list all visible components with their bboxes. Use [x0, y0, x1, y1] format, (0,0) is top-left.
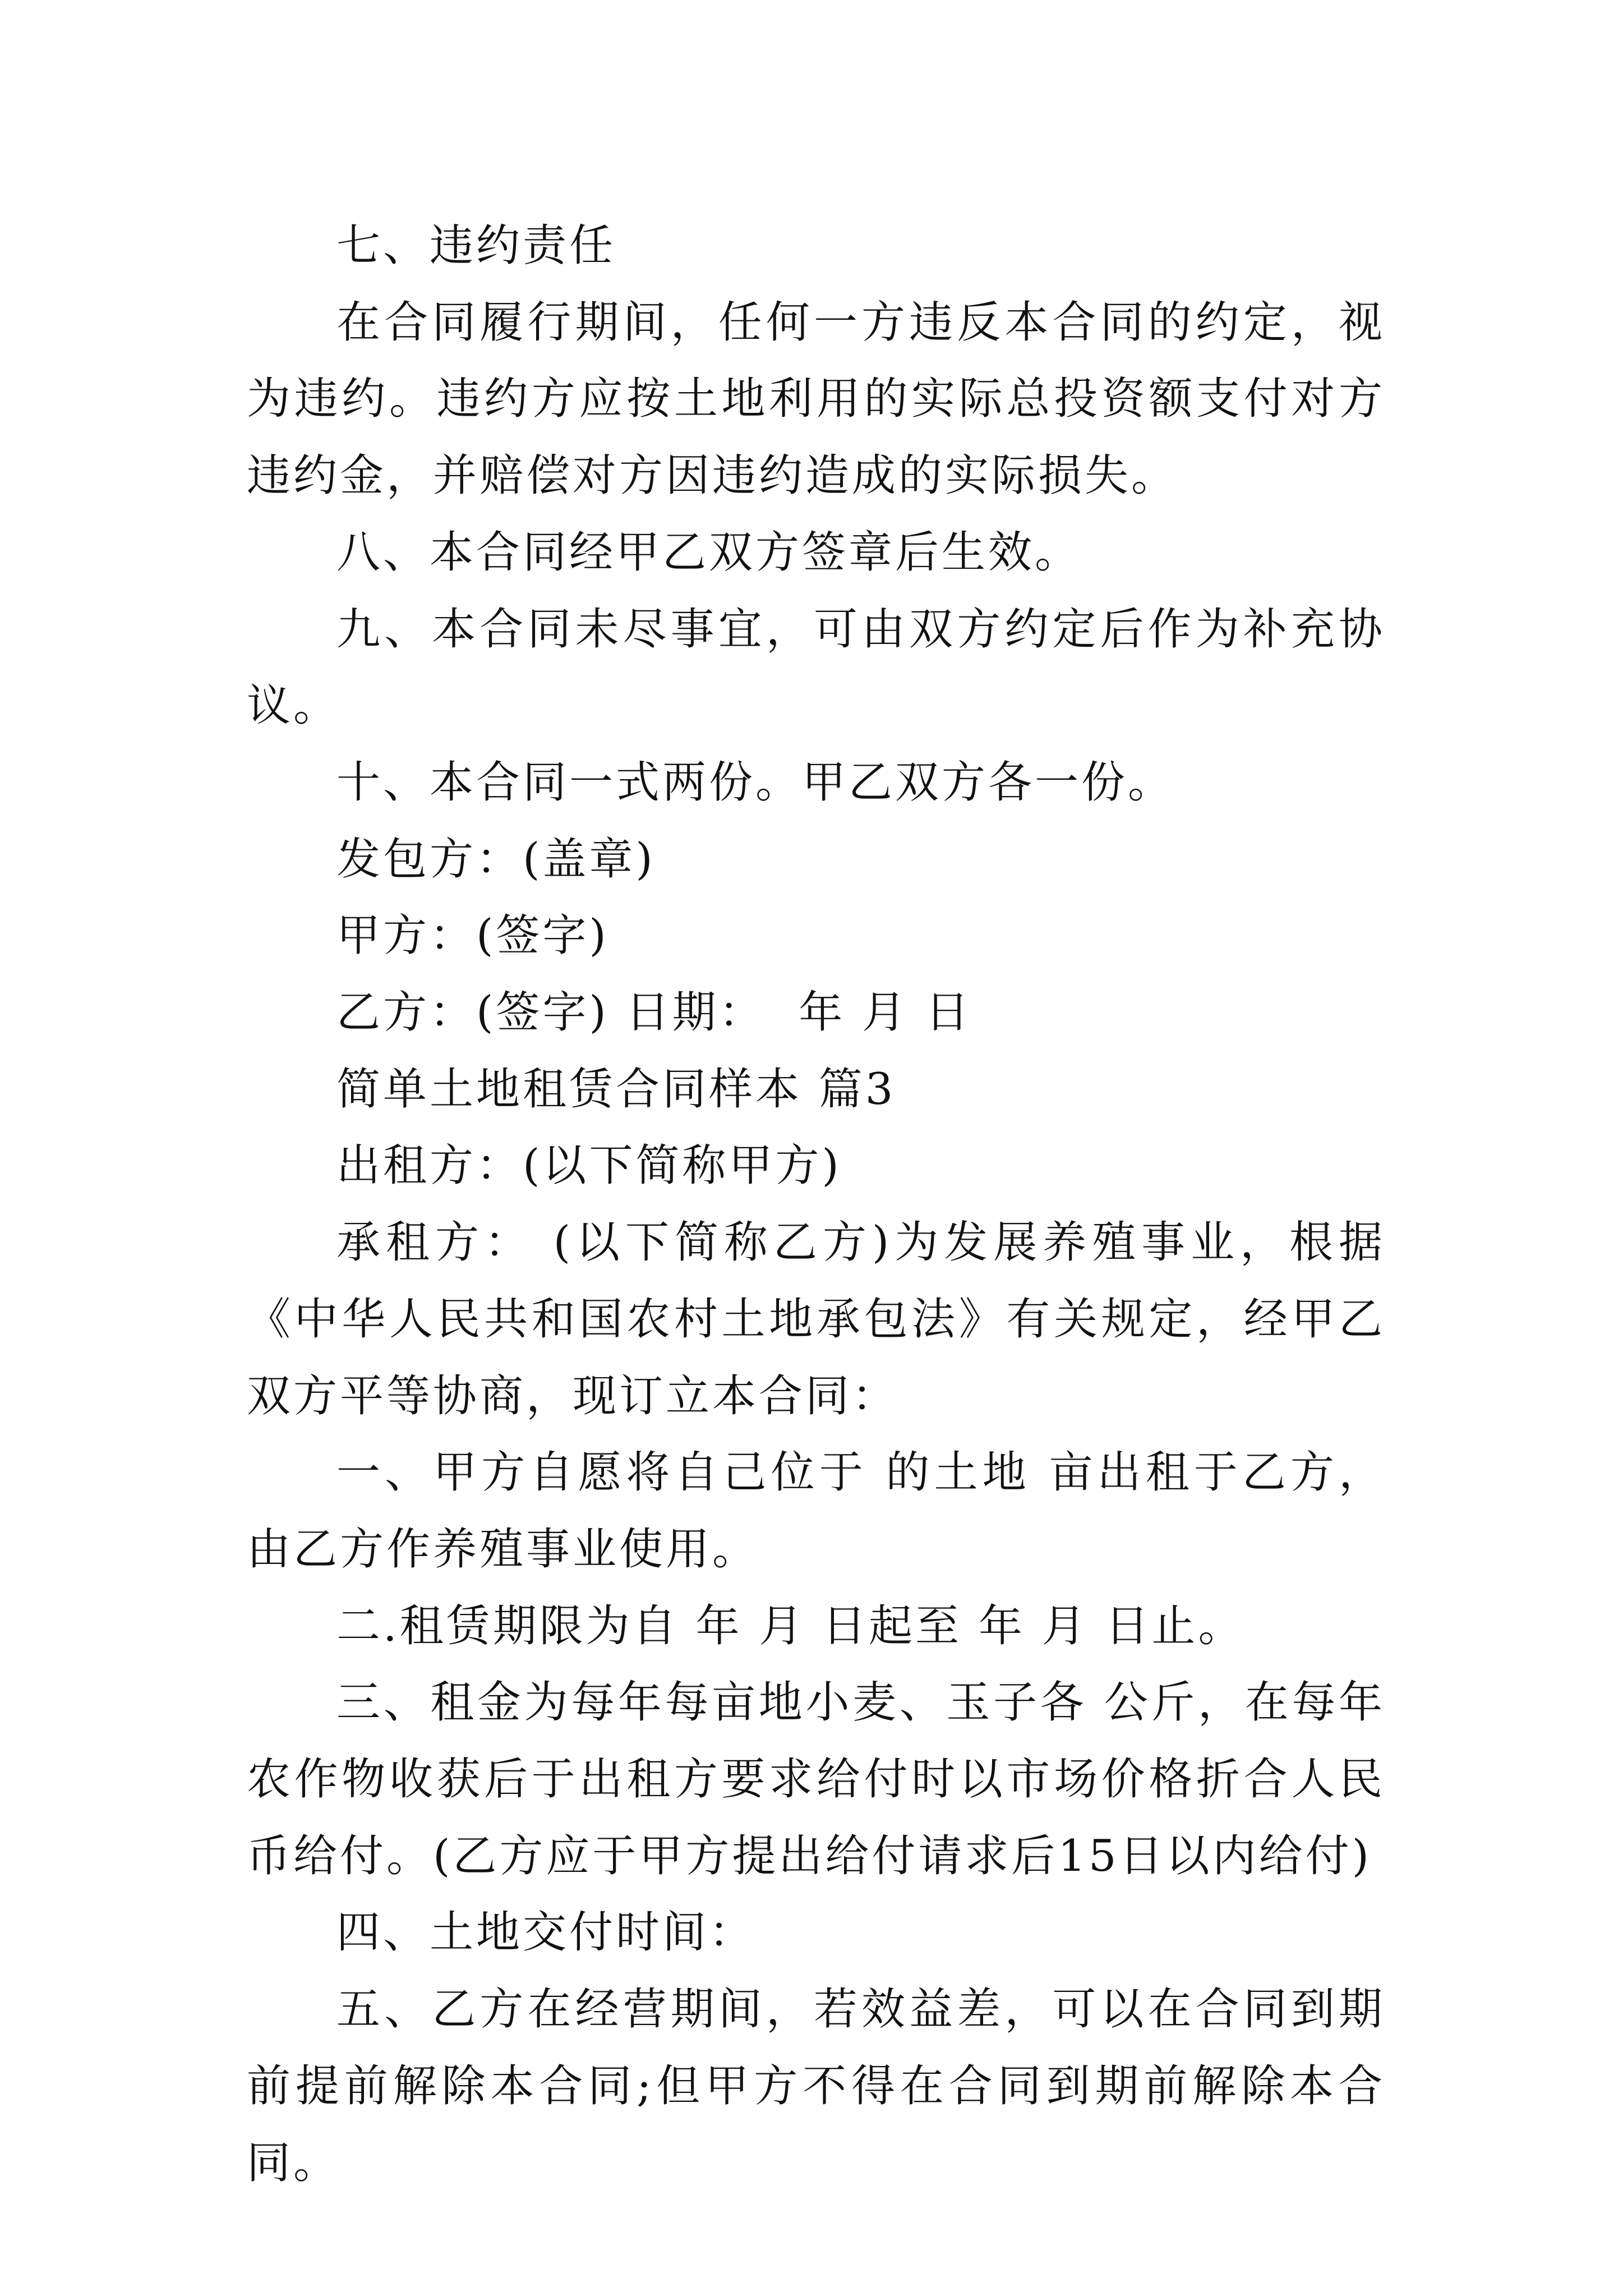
clause-effective: 八、本合同经甲乙双方签章后生效。 — [336, 527, 1082, 578]
clause-supplement: 九、本合同未尽事宜，可由双方约定后作为补充协议。 — [247, 604, 1385, 731]
signature-contractor: 发包方：(盖章) — [336, 834, 656, 885]
section-heading-breach-liability: 七、违约责任 — [336, 220, 616, 271]
clause-lease-term: 二.租赁期限为自 年 月 日起至 年 月 日止。 — [336, 1600, 1245, 1651]
lessee-intro: 承租方： (以下简称乙方)为发展养殖事业，根据《中华人民共和国农村土地承包法》有关规定，经甲乙双方平等协商，现订立本合同： — [247, 1217, 1385, 1421]
paragraph-breach-liability: 在合同履行期间，任何一方违反本合同的约定，视为违约。违约方应按土地利用的实际总投资额支付对方违约金，并赔偿对方因违约造成的实际损失。 — [247, 297, 1385, 501]
section-title-sample-3: 简单土地租赁合同样本 篇3 — [336, 1064, 896, 1115]
clause-delivery-time: 四、土地交付时间： — [336, 1907, 756, 1958]
document-body — [247, 208, 1385, 2201]
clause-rent: 三、租金为每年每亩地小麦、玉子各 公斤，在每年农作物收获后于出租方要求给付时以市场价格折合人民币给付。(乙方应于甲方提出给付请求后15日以内给付) — [247, 1677, 1385, 1881]
lessor-line: 出租方：(以下简称甲方) — [336, 1140, 842, 1191]
clause-early-termination: 五、乙方在经营期间，若效益差，可以在合同到期前提前解除本合同;但甲方不得在合同到期前解除本合同。 — [247, 1984, 1385, 2188]
signature-party-a: 甲方：(签字) — [336, 910, 609, 961]
clause-copies: 十、本合同一式两份。甲乙双方各一份。 — [336, 757, 1175, 808]
clause-land-lease: 一、甲方自愿将自己位于 的土地 亩出租于乙方，由乙方作养殖事业使用。 — [247, 1447, 1385, 1575]
signature-party-b-date: 乙方：(签字) 日期： 年 月 日 — [336, 987, 972, 1038]
